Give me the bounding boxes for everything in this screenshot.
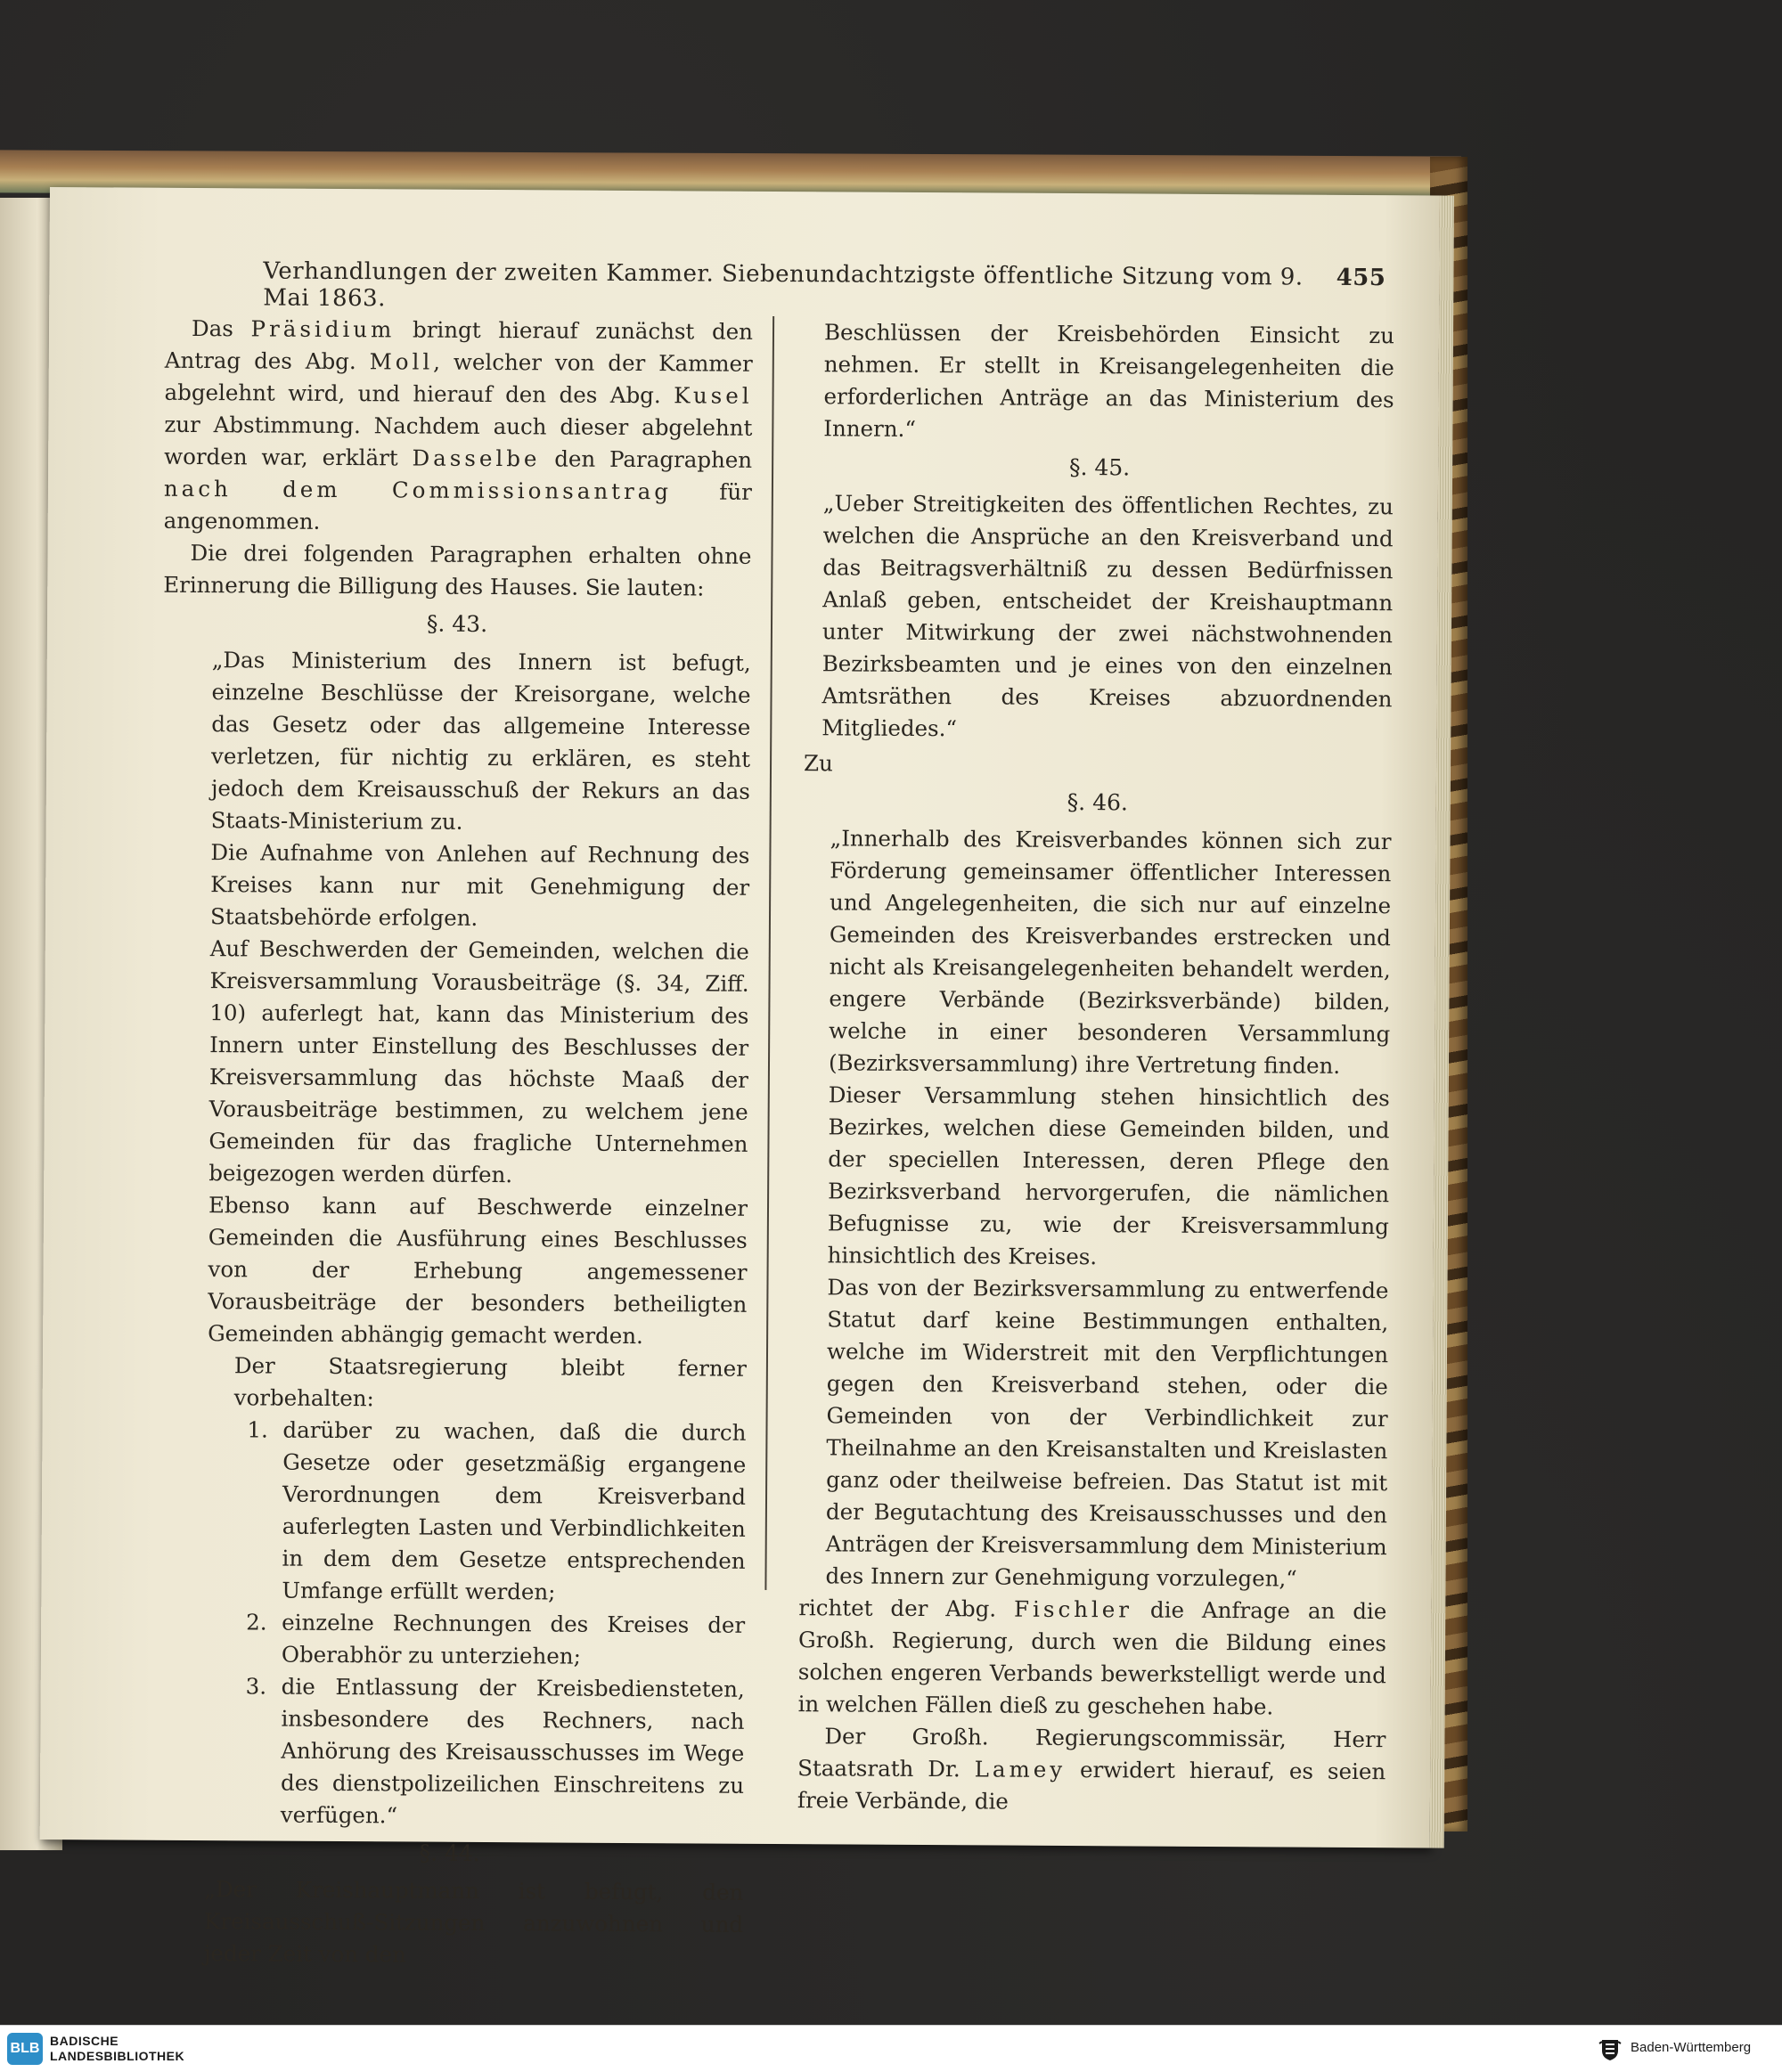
- list-text: darüber zu wachen, daß die durch Gesetze oder gesetzmäßig ergangene Verordnungen dem Kreisverband auferlegten Lasten und Verbindlichkeiten in dem dem Gesetze entsprechenden Umfange erfüllt werden;: [282, 1416, 747, 1605]
- list-item: [157, 1606, 745, 1674]
- spaced-name: Moll: [369, 348, 434, 375]
- list-number: 1.: [247, 1416, 268, 1443]
- numbered-list: [156, 1414, 747, 1834]
- list-text: die Entlassung der Kreisbediensteten, insbesondere des Rechners, nach Anhörung des Kreisausschusses im Wege des dienstpolizeilichen Einschreitens zu verfügen.“: [280, 1673, 745, 1829]
- transition-word: Zu: [803, 750, 833, 777]
- list-item: [156, 1670, 745, 1834]
- spaced-name: Kusel: [674, 382, 753, 409]
- library-name: BADISCHE LANDESBIBLIOTHEK: [50, 2034, 185, 2063]
- spaced-name: Lamey: [974, 1756, 1067, 1782]
- quoted-paragraph: Dieser Versammlung stehen hinsichtlich des Bezirkes, welchen diese Gemeinden bilden, und der speciellen Interessen, deren Pflege den Bezirksverband hervorgerufen, die nämlichen Befugnisse zu, wie der Kreisversammlung hinsichtlich des Kreises.: [827, 1081, 1390, 1270]
- spaced-name: nach dem Commissionsantrag: [163, 475, 673, 505]
- running-header: [263, 257, 1386, 313]
- book-page: [40, 187, 1440, 1968]
- baden-wuerttemberg-crest-icon[interactable]: [1597, 2036, 1623, 2061]
- header-title: Verhandlungen der zweiten Kammer. Siebenundachtzigste öffentliche Sitzung vom 9. Mai 1863.: [263, 257, 1304, 313]
- section-heading: §. 46.: [1067, 788, 1128, 816]
- left-column: [155, 313, 753, 1973]
- section-heading: §. 45.: [1068, 453, 1131, 481]
- quoted-paragraph: Das von der Bezirksversammlung zu entwerfende Statut darf keine Bestimmungen enthalten, welche im Widerstreit mit den Verpflichtungen gegen den Kreisverband stehen, oder die Gemeinden von der Verbindlichkeit zur Theilnahme an den Kreisanstalten und Kreislasten ganz oder theilweise befreien. Das Statut ist mit der Begutachtung des Kreisausschusses und den Anträgen der Kreisversammlung dem Ministerium des Innern zur Genehmigung vorzulegen,“: [825, 1274, 1389, 1592]
- quoted-paragraph: Der Staatsregierung bleibt ferner vorbehalten:: [233, 1352, 748, 1412]
- state-name: Baden-Württemberg: [1631, 2040, 1752, 2055]
- right-column: [797, 316, 1394, 1820]
- section-heading: §. 43.: [426, 610, 488, 638]
- paragraph: Die drei folgenden Paragraphen erhalten ohne Erinnerung die Billigung des Hauses. Sie lauten:: [163, 539, 752, 601]
- list-item: [157, 1414, 746, 1610]
- paragraph: Der Großh. Regierungscommissär, Herr Staatsrath Dr. Lamey erwidert hierauf, es seien freie Verbände, die: [797, 1723, 1386, 1815]
- column-divider: [764, 316, 774, 1590]
- quoted-paragraph: „Der Kreishauptmann ist befugt, den Kreisausschuß-Sitzungen anzuwohnen und jeder Zeit von den: [203, 1876, 744, 1968]
- quoted-paragraph: Ebenso kann auf Beschwerde einzelner Gemeinden die Ausführung eines Beschlusses von der Erhebung angemessener Vorausbeiträge der besonders betheiligten Gemeinden abhängig gemacht werden.: [208, 1192, 748, 1350]
- list-text: einzelne Rechnungen des Kreises der Oberabhör zu unterziehen;: [281, 1609, 746, 1669]
- list-number: 2.: [246, 1609, 267, 1636]
- quoted-paragraph: Beschlüssen der Kreisbehörden Einsicht zu nehmen. Er stellt in Kreisangelegenheiten die erforderlichen Anträge an das Ministerium des Innern.“: [823, 319, 1395, 442]
- list-number: 3.: [245, 1673, 267, 1700]
- spaced-name: Dasselbe: [412, 445, 541, 472]
- footer-bar: [0, 2025, 1782, 2072]
- paragraph: richtet der Abg. Fischler die Anfrage an die Großh. Regierung, durch wen die Bildung eines solchen engeren Verbands bewerkstelligt werde und in welchen Fällen dieß zu geschehen habe.: [797, 1595, 1387, 1720]
- quoted-paragraph: „Das Ministerium des Innern ist befugt, einzelne Beschlüsse der Kreisorgane, welche das Gesetz oder das allgemeine Interesse verletzen, für nichtig zu erklären, es steht jedoch dem Kreisausschuß der Rekurs an das Staats-Ministerium zu.: [210, 647, 751, 835]
- quoted-paragraph: Die Aufnahme von Anlehen auf Rechnung des Kreises kann nur mit Genehmigung der Staatsbehörde erfolgen.: [209, 839, 750, 931]
- quoted-paragraph: „Ueber Streitigkeiten des öffentlichen Rechtes, zu welchen die Ansprüche an den Kreisverband und das Beitragsverhältniß zu dessen Bedürfnissen Anlaß geben, entscheidet der Kreishauptmann unter Mitwirkung der zwei nächstwohnenden Bezirksbeamten und je eines von den einzelnen Amtsräthen des Kreises abzuordnenden Mitgliedes.“: [822, 490, 1394, 742]
- spaced-name: Präsidium: [250, 315, 396, 343]
- section-heading: §. 44.: [419, 1840, 480, 1866]
- spaced-name: Fischler: [1013, 1595, 1133, 1623]
- blb-logo[interactable]: BLB: [7, 2033, 43, 2065]
- page-number: 455: [1336, 264, 1386, 292]
- quoted-paragraph: Auf Beschwerden der Gemeinden, welchen die Kreisversammlung Vorausbeiträge (§. 34, Ziff. 10) auferlegt hat, kann das Ministerium des Innern unter Einstellung des Beschlusses der Kreisversammlung das höchste Maaß der Vorausbeiträge bestimmen, zu welchem jene Gemeinden für das fragliche Unternehmen beigezogen werden dürfen.: [208, 935, 749, 1188]
- quoted-paragraph: „Innerhalb des Kreisverbandes können sich zur Förderung gemeinsamer öffentlicher Interessen und Angelegenheiten, die sich nur auf einzelne Gemeinden des Kreisverbandes erstrecken und nicht als Kreisangelegenheiten behandelt werden, engere Verbände (Bezirksverbände) bilden, welche in einer besonderen Versammlung (Bezirksversammlung) ihre Vertretung finden.: [828, 825, 1392, 1079]
- paragraph: Das Präsidium bringt hierauf zunächst den Antrag des Abg. Moll, welcher von der Kammer abgelehnt wird, und hierauf den des Abg. Kusel zur Abstimmung. Nachdem auch dieser abgelehnt worden war, erklärt Dasselbe den Paragraphen nach dem Commissionsantrag für angenommen.: [163, 314, 754, 534]
